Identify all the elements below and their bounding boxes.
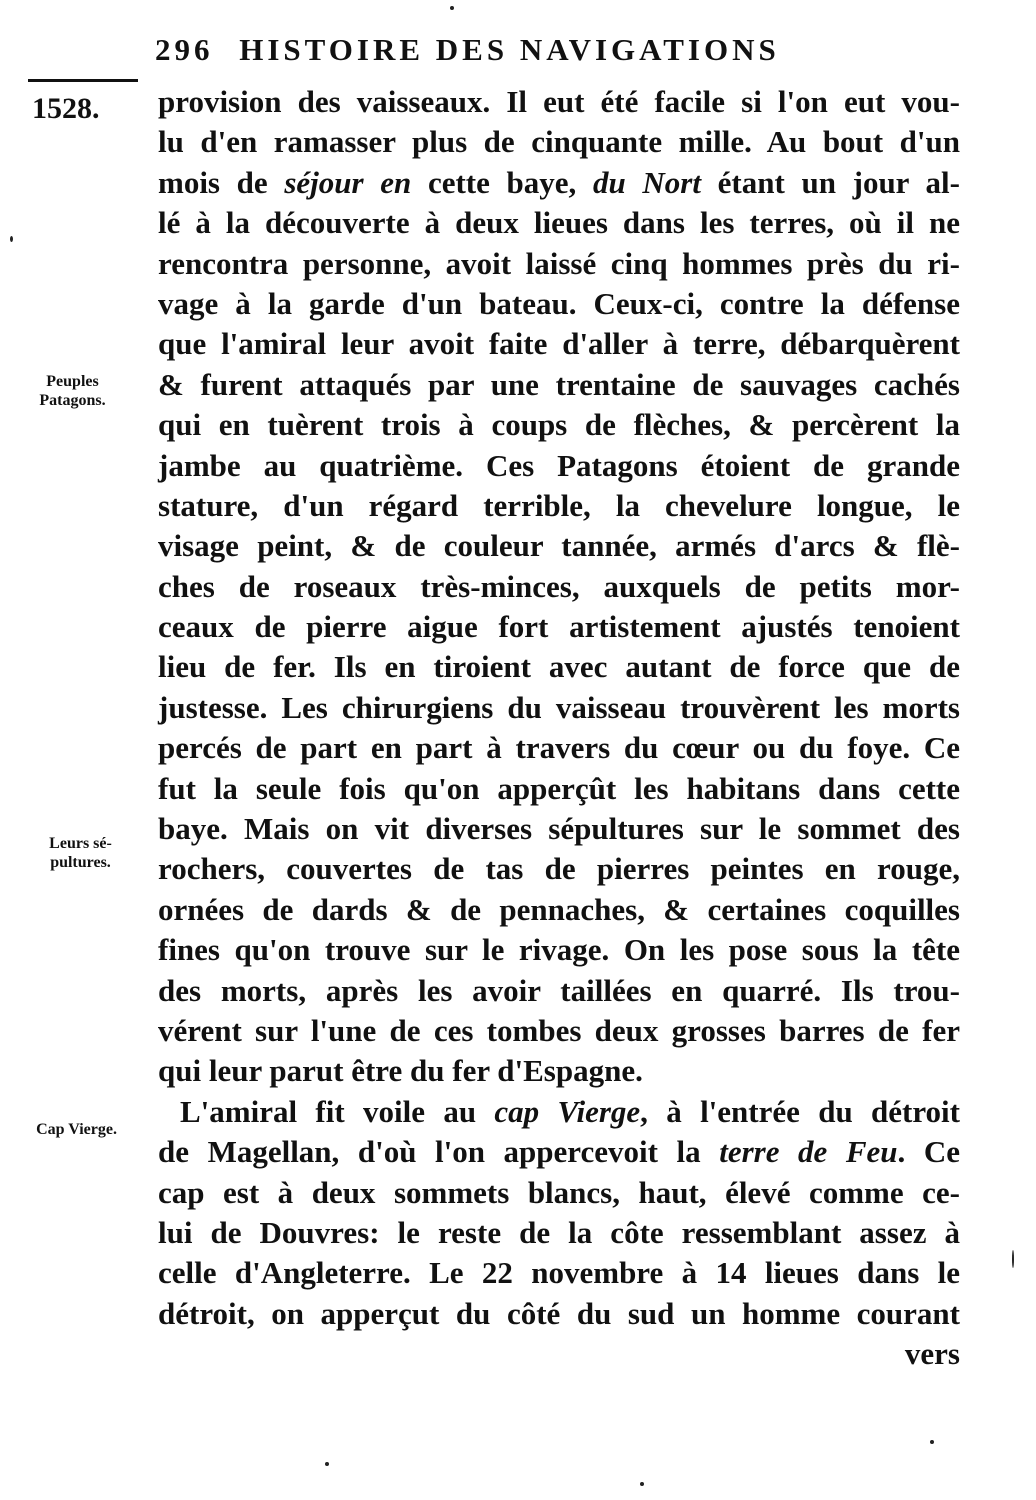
margin-year: 1528. [32, 92, 100, 125]
ink-speck [450, 6, 454, 10]
italic-segment: séjour en [284, 164, 412, 200]
text-line: vers [904, 1336, 960, 1372]
margin-note-sepultures [18, 834, 143, 872]
margin-note-line: Peuples [46, 373, 99, 390]
text-line [158, 163, 960, 203]
text-line: lieu de fer. Ils en tiroient avec autant de force que de [158, 649, 960, 685]
text-segment: L'amiral fit voile au [180, 1093, 495, 1129]
text-line: ceaux de pierre aigue fort artistement ajustés tenoient [158, 609, 960, 645]
text-line: jambe au quatrième. Ces Patagons étoient de grande [158, 447, 960, 483]
page-number: 296 [155, 32, 214, 67]
text-segment: mois de [158, 164, 285, 200]
header-rule [28, 79, 138, 82]
text-segment: . Ce [897, 1134, 960, 1170]
text-line: vage à la garde d'un bateau. Ceux-ci, contre la défense [158, 285, 960, 321]
running-head [155, 32, 875, 68]
text-line [158, 1092, 960, 1132]
text-line: & furent attaqués par une trentaine de sauvages cachés [158, 366, 960, 402]
text-line: fut la seule fois qu'on apperçût les habitans dans cette [158, 770, 960, 806]
page-title: HISTOIRE DES NAVIGATIONS [239, 32, 780, 67]
text-line: ornées de dards & de pennaches, & certaines coquilles [158, 891, 960, 927]
text-line: ches de roseaux très-minces, auxquels de petits mor- [158, 568, 960, 604]
text-segment: , à l'entrée du détroit [640, 1093, 960, 1129]
text-line: visage peint, & de couleur tannée, armés d'arcs & flè- [158, 528, 960, 564]
text-line: stature, d'un régard terrible, la chevelure longue, le [158, 487, 960, 523]
text-segment: étant un jour al- [700, 164, 960, 200]
margin-note-line: pultures. [50, 854, 111, 871]
text-line: percés de part en part à travers du cœur ou du foye. Ce [158, 730, 960, 766]
text-line [158, 1132, 960, 1172]
text-line: lui de Douvres: le reste de la côte ressemblant assez à [158, 1214, 960, 1250]
text-line: rencontra personne, avoit laissé cinq hommes près du ri- [158, 245, 960, 281]
text-line: lu d'en ramasser plus de cinquante mille. Au bout d'un [158, 124, 960, 160]
margin-note-peuples [10, 372, 135, 410]
text-line: des morts, après les avoir taillées en quarré. Ils trou- [158, 972, 960, 1008]
text-line: vérent sur l'une de ces tombes deux grosses barres de fer [158, 1012, 960, 1048]
margin-note-line: Cap Vierge. [36, 1121, 117, 1138]
text-line: qui en tuèrent trois à coups de flèches, & percèrent la [158, 407, 960, 443]
text-line: baye. Mais on vit diverses sépultures sur le sommet des [158, 811, 960, 847]
text-line: celle d'Angleterre. Le 22 novembre à 14 lieues dans le [158, 1255, 960, 1291]
ink-speck [1012, 1250, 1014, 1268]
margin-note-cap-vierge [14, 1120, 139, 1139]
ink-speck [640, 1482, 644, 1486]
text-segment: de Magellan, d'où l'on appercevoit la [158, 1134, 720, 1170]
margin-note-line: Leurs sé- [49, 835, 112, 852]
ink-speck [325, 1462, 329, 1466]
italic-segment: terre de Feu [719, 1134, 898, 1170]
ink-speck [930, 1440, 934, 1444]
ink-speck [10, 236, 13, 242]
body-text [158, 82, 960, 1375]
italic-segment: cap Vierge [494, 1093, 641, 1129]
text-line: fines qu'on trouve sur le rivage. On les pose sous la tête [158, 932, 960, 968]
margin-note-line: Patagons. [39, 392, 106, 409]
text-line: qui leur parut être du fer d'Espagne. [158, 1053, 643, 1089]
text-line: lé à la découverte à deux lieues dans les terres, où il ne [158, 205, 960, 241]
text-line: cap est à deux sommets blancs, haut, élevé comme ce- [158, 1174, 960, 1210]
text-line: que l'amiral leur avoit faite d'aller à terre, débarquèrent [158, 326, 960, 362]
text-line: détroit, on apperçut du côté du sud un homme courant [158, 1295, 960, 1331]
italic-segment: du Nort [592, 164, 701, 200]
text-line: rochers, couvertes de tas de pierres peintes en rouge, [158, 851, 960, 887]
text-line: provision des vaisseaux. Il eut été facile si l'on eut vou- [158, 84, 960, 119]
text-line: justesse. Les chirurgiens du vaisseau trouvèrent les morts [158, 689, 960, 725]
text-segment: cette baye, [411, 164, 593, 200]
